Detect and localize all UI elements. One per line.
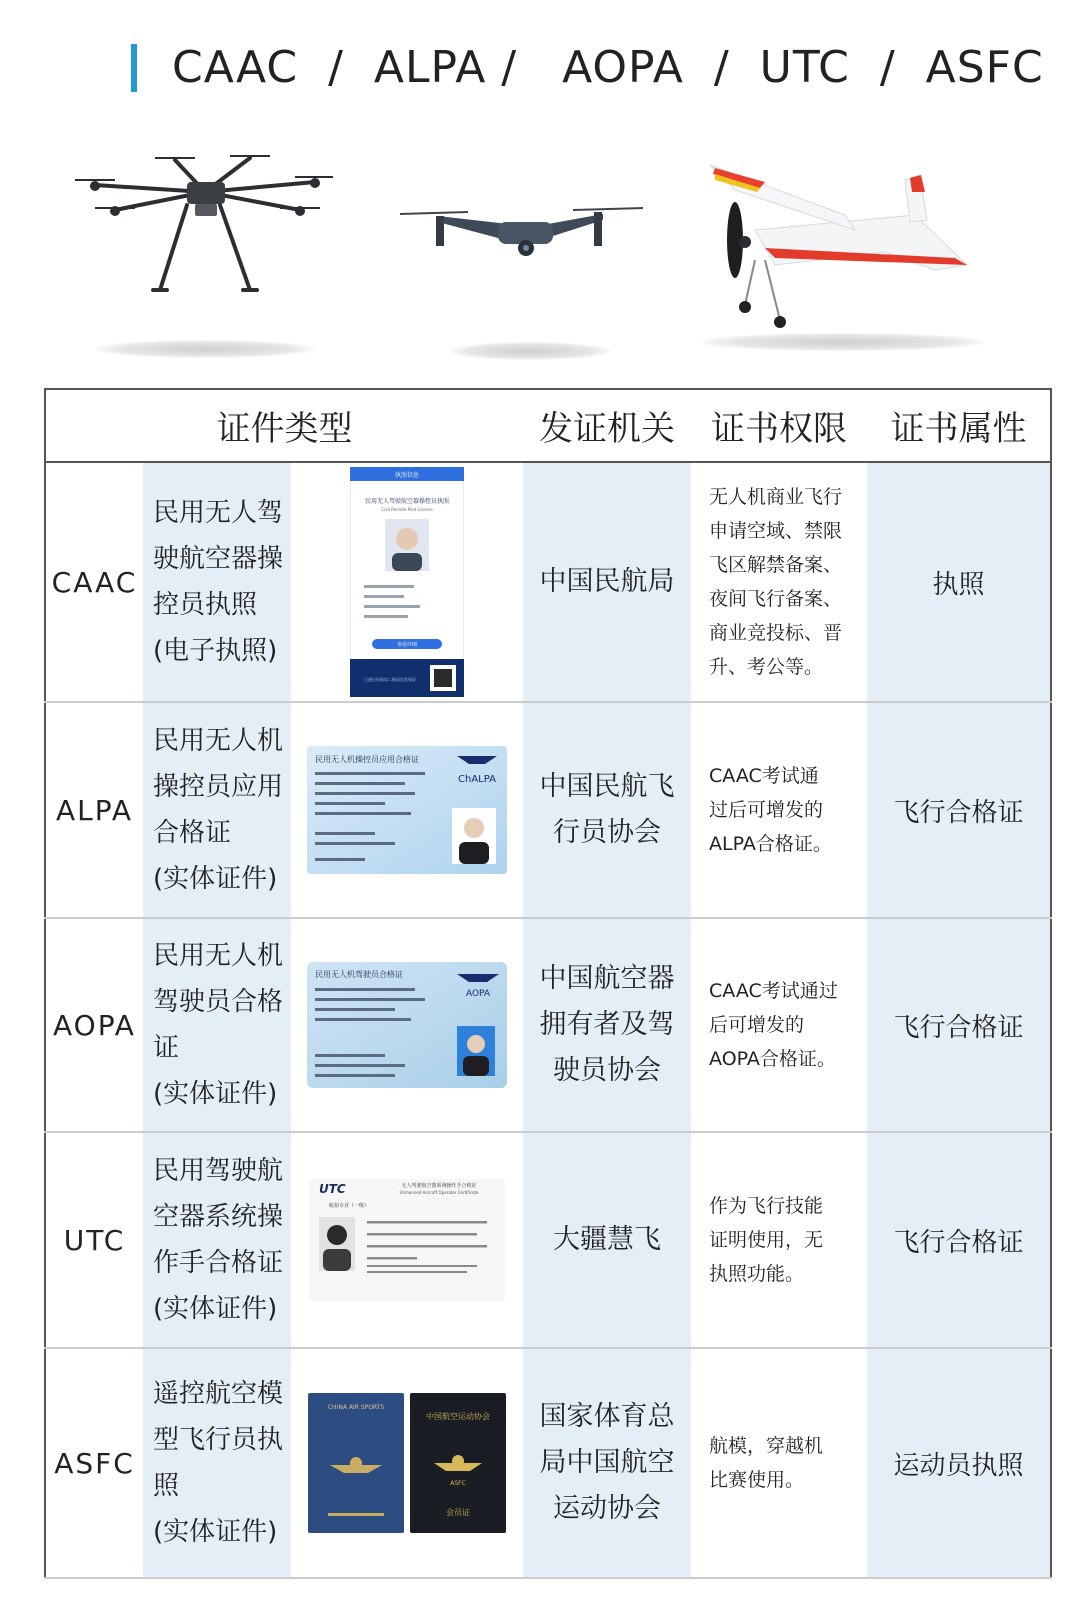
row-cert-type: 民用无人驾 驶航空器操 控员执照 (电子执照) <box>143 462 291 702</box>
aopa-certificate-image <box>307 962 507 1088</box>
row-permission: 航模，穿越机 比赛使用。 <box>691 1348 867 1578</box>
page-title: CAAC / ALPA / AOPA / UTC / ASFC <box>172 42 1044 93</box>
table-row <box>45 462 1051 702</box>
certificate-table <box>44 388 1052 1579</box>
drone-illustrations <box>0 130 1079 375</box>
drone-shadow <box>450 342 610 360</box>
column-header-permission: 证书权限 <box>691 389 867 462</box>
column-header-attribute: 证书属性 <box>867 389 1051 462</box>
row-cert-type: 民用无人机 操控员应用 合格证 (实体证件) <box>143 702 291 918</box>
alpa-card-title: 民用无人机操控员应用合格证 <box>315 755 420 764</box>
hexacopter-drone-icon <box>75 150 335 310</box>
caac-electronic-license-image <box>350 467 464 697</box>
row-permission: CAAC考试通 过后可增发的 ALPA合格证。 <box>691 702 867 918</box>
row-code: AOPA <box>45 918 143 1132</box>
table-row <box>45 918 1051 1132</box>
title-accent-bar <box>131 44 137 92</box>
table-row <box>45 1348 1051 1578</box>
row-attribute: 飞行合格证 <box>867 918 1051 1132</box>
caac-card-subtitle: Civil Remote Pilot License <box>381 507 433 512</box>
row-issuer: 国家体育总 局中国航空 运动协会 <box>523 1348 691 1578</box>
row-attribute: 飞行合格证 <box>867 1132 1051 1348</box>
row-cert-type: 遥控航空模 型飞行员执 照 (实体证件) <box>143 1348 291 1578</box>
alpa-certificate-image <box>307 746 507 874</box>
model-airplane-icon <box>705 160 975 340</box>
alpa-card-logo: ChALPA <box>458 774 496 785</box>
row-attribute: 运动员执照 <box>867 1348 1051 1578</box>
caac-card-title: 民用无人驾驶航空器操控员执照 <box>365 498 450 505</box>
row-cert-image <box>291 1348 523 1578</box>
utc-card-logo: UTC <box>319 1182 346 1196</box>
row-cert-image <box>291 918 523 1132</box>
row-issuer: 中国航空器 拥有者及驾 驶员协会 <box>523 918 691 1132</box>
table-header-row <box>45 389 1051 462</box>
drone-shadow <box>95 340 315 358</box>
row-code: UTC <box>45 1132 143 1348</box>
row-cert-type: 民用驾驶航 空器系统操 作手合格证 (实体证件) <box>143 1132 291 1348</box>
asfc-license-booklets-image <box>308 1393 506 1533</box>
row-attribute: 飞行合格证 <box>867 702 1051 918</box>
asfc-right-booklet-sub: ASFC <box>450 1480 466 1487</box>
row-cert-image <box>291 702 523 918</box>
row-issuer: 中国民航飞 行员协会 <box>523 702 691 918</box>
caac-card-footer: 已通过民航局二维码信息验证 <box>364 677 417 682</box>
row-issuer: 大疆慧飞 <box>523 1132 691 1348</box>
asfc-right-booklet-title: 中国航空运动协会 <box>426 1412 491 1421</box>
utc-certificate-image <box>309 1179 505 1301</box>
row-issuer: 中国民航局 <box>523 462 691 702</box>
table-row <box>45 702 1051 918</box>
row-cert-type: 民用无人机 驾驶员合格 证 (实体证件) <box>143 918 291 1132</box>
row-code: ALPA <box>45 702 143 918</box>
caac-card-button: 查看详细 <box>397 642 418 648</box>
row-code: ASFC <box>45 1348 143 1578</box>
utc-card-field: 航拍专业（一级） <box>329 1203 370 1209</box>
asfc-left-booklet-title: CHINA AIR SPORTS <box>327 1404 385 1411</box>
row-permission: CAAC考试通过 后可增发的 AOPA合格证。 <box>691 918 867 1132</box>
table-row <box>45 1132 1051 1348</box>
row-permission: 无人机商业飞行 申请空域、禁限 飞区解禁备案、 夜间飞行备案、 商业竞投标、晋 升、考公等。 <box>691 462 867 702</box>
row-permission: 作为飞行技能 证明使用，无 执照功能。 <box>691 1132 867 1348</box>
row-cert-image <box>291 1132 523 1348</box>
column-header-cert-type: 证件类型 <box>45 389 523 462</box>
aopa-card-logo: AOPA <box>465 989 491 999</box>
utc-card-title: 无人驾驶航空器系统操作手合格证 <box>401 1183 477 1189</box>
row-attribute: 执照 <box>867 462 1051 702</box>
caac-card-topbar: 执照信息 <box>395 472 420 479</box>
quadcopter-drone-icon <box>398 202 648 272</box>
column-header-issuer: 发证机关 <box>523 389 691 462</box>
utc-card-subtitle: Unmanned Aircraft Operator Certificate <box>399 1190 479 1195</box>
aopa-card-title: 民用无人机驾驶员合格证 <box>315 970 404 979</box>
row-code: CAAC <box>45 462 143 702</box>
row-cert-image <box>291 462 523 702</box>
asfc-right-booklet-bottom: 会员证 <box>446 1508 471 1517</box>
